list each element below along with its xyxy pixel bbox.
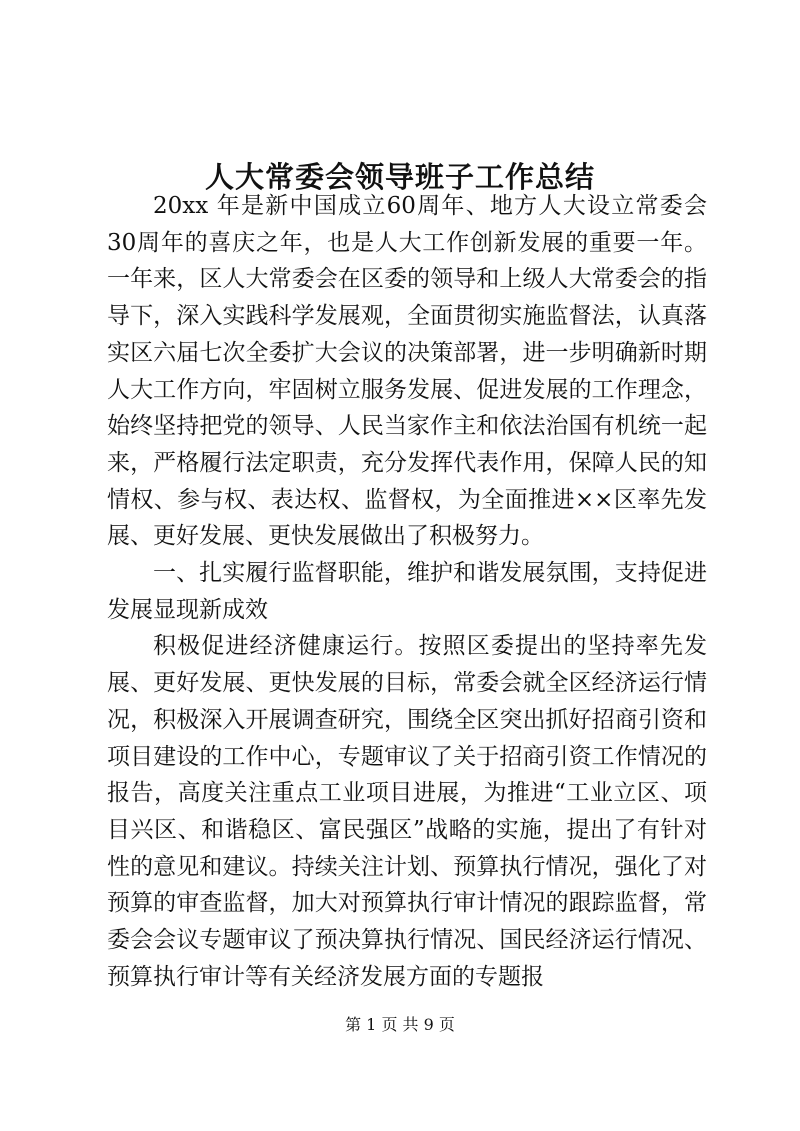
document-title: 人大常委会领导班子工作总结 bbox=[204, 160, 595, 195]
page-number: 第 1 页 共 9 页 bbox=[345, 1015, 455, 1034]
section-heading: 一、扎实履行监督职能，维护和谐发展氛围，支持促进发展显现新成效 bbox=[107, 560, 707, 623]
paragraph-economy: 积极促进经济健康运行。按照区委提出的坚持率先发展、更好发展、更快发展的目标，常委会就全区经济运行情况，积极深入开展调查研究，围绕全区突出抓好招商引资和项目建设的工作中心，专题审议了关于招商引资工作情况的报告，高度关注重点工业项目进展，为推进“工业立区、项目兴区、和谐稳区、富民强区”战略的实施，提出了有针对性的意见和建议。持续关注计划、预算执行情况，强化了对预算的审查监督，加大对预算执行审计情况的跟踪监督，常委会会议专题审议了预决算执行情况、国民经济运行情况、预算执行审计等有关经济发展方面的专题报 bbox=[107, 633, 707, 990]
paragraph-intro: 20xx 年是新中国成立60周年、地方人大设立常委会30周年的喜庆之年，也是人大工作创新发展的重要一年。一年来，区人大常委会在区委的领导和上级人大常委会的指导下，深入实践科学发展观，全面贯彻实施监督法，认真落实区六届七次全委扩大会议的决策部署，进一步明确新时期人大工作方向，牢固树立服务发展、促进发展的工作理念，始终坚持把党的领导、人民当家作主和依法治国有机统一起来，严格履行法定职责，充分发挥代表作用，保障人民的知情权、参与权、表达权、监督权，为全面推进××区率先发展、更好发展、更快发展做出了积极努力。 bbox=[107, 193, 707, 550]
document-body bbox=[107, 188, 707, 995]
